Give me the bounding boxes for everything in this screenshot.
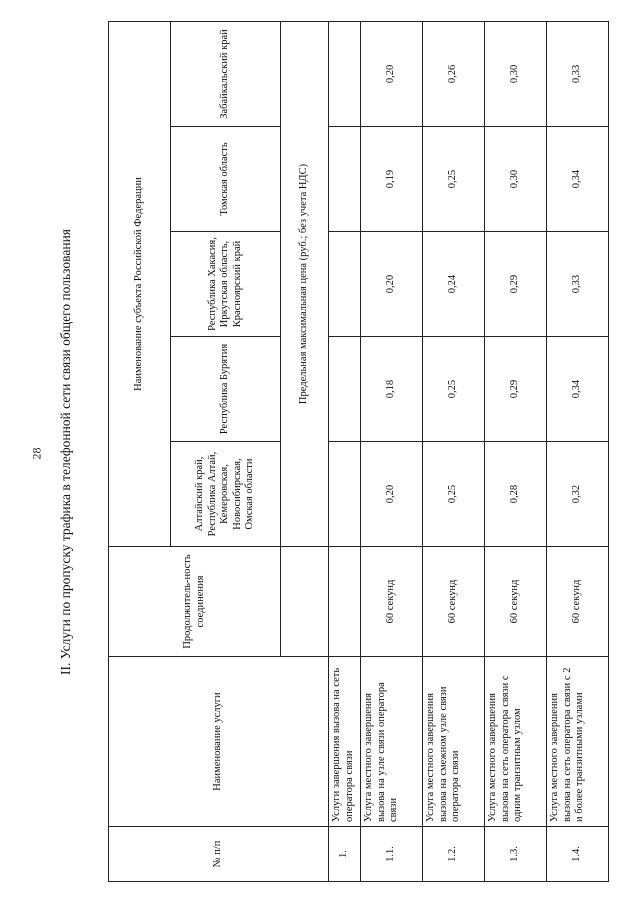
header-region: Забайкальский край <box>171 21 281 126</box>
row-duration: 60 секунд <box>361 547 423 657</box>
row-value: 0,29 <box>485 337 547 442</box>
row-num: 1.3. <box>485 827 547 882</box>
row-service: Услуга местного завершения вызова на смежном узле связи оператора связи <box>423 657 485 827</box>
section-title-container <box>56 22 76 882</box>
row-value: 0,18 <box>361 337 423 442</box>
row-duration <box>329 547 361 657</box>
row-value <box>329 232 361 337</box>
table-row <box>329 21 361 881</box>
row-value <box>329 442 361 547</box>
row-value: 0,30 <box>485 127 547 232</box>
row-value: 0,24 <box>423 232 485 337</box>
row-value: 0,33 <box>547 232 609 337</box>
row-value: 0,34 <box>547 127 609 232</box>
row-value: 0,25 <box>423 337 485 442</box>
row-num: 1.4. <box>547 827 609 882</box>
row-duration: 60 секунд <box>423 547 485 657</box>
row-value: 0,29 <box>485 232 547 337</box>
header-region: Томская область <box>171 127 281 232</box>
row-value: 0,20 <box>361 442 423 547</box>
tariff-table <box>108 21 609 882</box>
row-value: 0,26 <box>423 21 485 126</box>
row-value <box>329 127 361 232</box>
table-row <box>361 21 423 881</box>
row-value: 0,20 <box>361 21 423 126</box>
row-value: 0,20 <box>361 232 423 337</box>
row-service: Услуга местного завершения вызова на сеть оператора связи с 2 и более транзитными узлами <box>547 657 609 827</box>
row-value: 0,25 <box>423 127 485 232</box>
row-value <box>329 337 361 442</box>
header-row <box>109 21 171 881</box>
row-value: 0,25 <box>423 442 485 547</box>
row-num: 1.1. <box>361 827 423 882</box>
row-value: 0,19 <box>361 127 423 232</box>
row-value: 0,32 <box>547 442 609 547</box>
row-service: Услуга местного завершения вызова на узле связи оператора связи <box>361 657 423 827</box>
header-price-note: Предельная максимальная цена (руб.; без учета НДС) <box>281 21 329 546</box>
rotated-table-container <box>108 22 608 882</box>
row-value: 0,33 <box>547 21 609 126</box>
section-title: II. Услуги по пропуску трафика в телефонной сети связи общего пользования <box>58 228 74 676</box>
row-value: 0,28 <box>485 442 547 547</box>
row-service: Услуги завершения вызова на сеть оператора связи <box>329 657 361 827</box>
header-region: Алтайский край, Республика Алтай, Кемеровская, Новосибирская, Омская области <box>171 442 281 547</box>
table-row <box>485 21 547 881</box>
page-number: 28 <box>29 447 44 460</box>
header-num: № п/п <box>109 827 329 882</box>
table-row <box>423 21 485 881</box>
table-row <box>547 21 609 881</box>
row-duration: 60 секунд <box>547 547 609 657</box>
row-value: 0,34 <box>547 337 609 442</box>
header-service: Наименование услуги <box>109 657 329 827</box>
row-value <box>329 21 361 126</box>
header-region: Республика Бурятия <box>171 337 281 442</box>
row-num: 1. <box>329 827 361 882</box>
row-service: Услуга местного завершения вызова на сеть оператора связи с одним транзитным узлом <box>485 657 547 827</box>
header-duration-spacer <box>281 547 329 657</box>
row-num: 1.2. <box>423 827 485 882</box>
header-duration: Продолжитель-ность соединения <box>109 547 281 657</box>
header-subject-group: Наименование субъекта Российской Федерации <box>109 21 171 546</box>
header-region: Республика Хакасия, Иркутская область, Красноярский край <box>171 232 281 337</box>
row-value: 0,30 <box>485 21 547 126</box>
row-duration: 60 секунд <box>485 547 547 657</box>
